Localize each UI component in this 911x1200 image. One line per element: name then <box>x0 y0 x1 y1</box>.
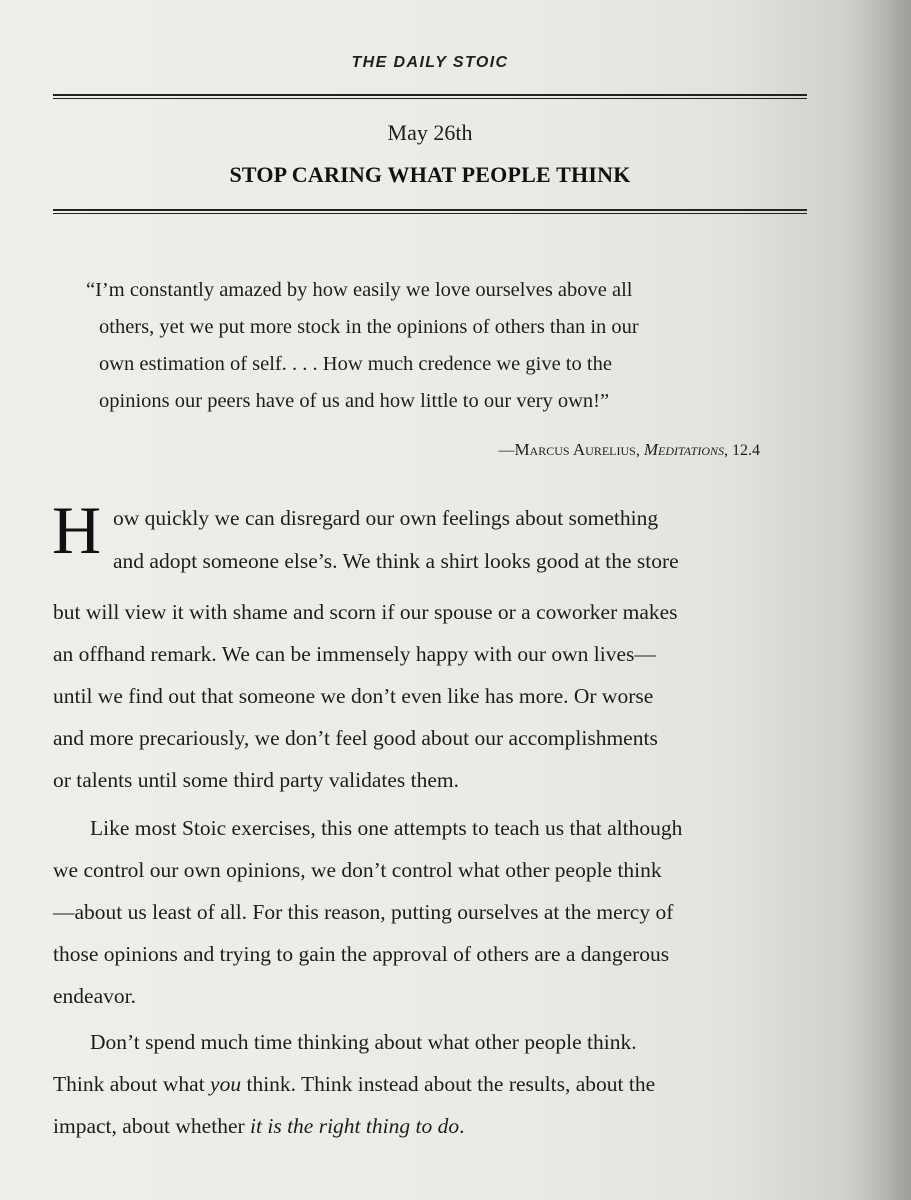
paragraph2-line: endeavor. <box>53 984 136 1008</box>
paragraph1-line: or talents until some third party validates them. <box>53 768 460 792</box>
epigraph-quote <box>86 272 786 420</box>
paragraph3-line: Don’t spend much time thinking about what other people think. <box>90 1030 637 1054</box>
paragraph1-line: but will view it with shame and scorn if our spouse or a coworker makes <box>53 600 678 624</box>
entry-date: May 26th <box>387 120 473 145</box>
epigraph-line: own estimation of self. . . . How much credence we give to the <box>99 353 612 375</box>
paragraph3-emphasis: it is the right thing to do <box>250 1114 460 1138</box>
paragraph1-line: an offhand remark. We can be immensely happy with our own lives— <box>53 642 656 666</box>
attribution-dash: — <box>498 442 515 459</box>
entry-title: STOP CARING WHAT PEOPLE THINK <box>229 162 631 187</box>
paragraph-2 <box>53 807 833 1017</box>
paragraph3-text: think. Think instead about the results, about the <box>241 1072 656 1096</box>
epigraph-line: opinions our peers have of us and how little to our very own!” <box>99 390 610 412</box>
running-head: THE DAILY STOIC <box>351 54 509 71</box>
paragraph3-text: Think about what <box>53 1072 211 1096</box>
paragraph1-line: ow quickly we can disregard our own feelings about something <box>113 506 659 530</box>
paragraph2-line: —about us least of all. For this reason, putting ourselves at the mercy of <box>53 900 674 924</box>
attribution-separator: , <box>635 442 644 459</box>
header-double-rule-bottom <box>53 209 807 214</box>
paragraph1-line: and more precariously, we don’t feel good about our accomplishments <box>53 726 658 750</box>
drop-cap: H <box>52 492 102 568</box>
epigraph-line: “I’m constantly amazed by how easily we love ourselves above all <box>86 279 633 301</box>
paragraph3-emphasis: you <box>210 1072 242 1096</box>
paragraph3-text: . <box>459 1114 465 1138</box>
paragraph2-line: Like most Stoic exercises, this one attempts to teach us that although <box>90 816 683 840</box>
attribution-reference: , 12.4 <box>724 442 760 459</box>
paragraph2-line: those opinions and trying to gain the approval of others are a dangerous <box>53 942 670 966</box>
header-double-rule-top <box>53 94 807 99</box>
paragraph-3 <box>53 1021 833 1147</box>
paragraph3-text: impact, about whether <box>53 1114 251 1138</box>
epigraph-attribution <box>300 440 760 460</box>
paragraph3-line <box>53 1105 833 1147</box>
paragraph2-line: we control our own opinions, we don’t control what other people think <box>53 858 662 882</box>
paragraph3-line <box>53 1063 833 1105</box>
attribution-work: Meditations <box>643 440 724 459</box>
page-edge-shadow <box>841 0 911 1200</box>
paragraph-1 <box>53 591 833 801</box>
attribution-author: Marcus Aurelius <box>514 440 636 459</box>
paragraph1-line: and adopt someone else’s. We think a shirt looks good at the store <box>113 549 679 573</box>
paragraph1-line: until we find out that someone we don’t even like has more. Or worse <box>53 684 654 708</box>
epigraph-line: others, yet we put more stock in the opinions of others than in our <box>99 316 639 338</box>
